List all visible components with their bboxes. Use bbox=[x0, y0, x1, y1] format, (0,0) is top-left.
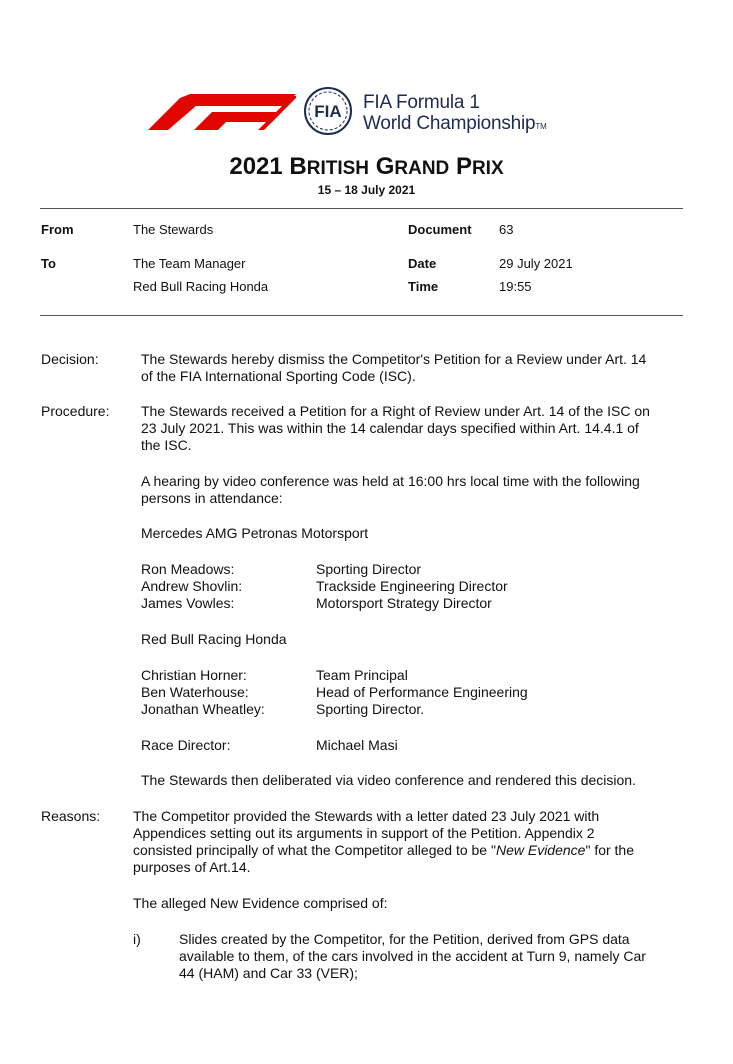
fia-wordmark bbox=[363, 92, 547, 137]
document-label: Document bbox=[408, 222, 472, 237]
attendee-name: Christian Horner: bbox=[141, 667, 247, 683]
document-value: 63 bbox=[499, 222, 514, 237]
attendee-role: Head of Performance Engineering bbox=[316, 684, 528, 700]
to-value-1: The Team Manager bbox=[133, 256, 246, 271]
time-value: 19:55 bbox=[499, 279, 532, 294]
list-marker: i) bbox=[133, 931, 141, 947]
attendee-role: Sporting Director. bbox=[316, 701, 425, 717]
race-director-label: Race Director: bbox=[141, 737, 231, 753]
attendee-role: Trackside Engineering Director bbox=[316, 578, 508, 594]
list-item-i-line-3: 44 (HAM) and Car 33 (VER); bbox=[179, 965, 358, 981]
time-label: Time bbox=[408, 279, 439, 294]
procedure-label: Procedure: bbox=[41, 403, 110, 419]
fia-emblem bbox=[296, 86, 360, 141]
team-mercedes: Mercedes AMG Petronas Motorsport bbox=[141, 525, 369, 541]
attendee-role: Sporting Director bbox=[316, 561, 422, 577]
divider-top bbox=[40, 208, 683, 209]
from-label: From bbox=[41, 222, 74, 237]
attendee-name: Ron Meadows: bbox=[141, 561, 235, 577]
reasons-line-3: consisted principally of what the Competitor alleged to be "New Evidence" for the bbox=[133, 842, 635, 858]
new-evidence-emphasis: New Evidence bbox=[495, 842, 586, 858]
attendee-name: Andrew Shovlin: bbox=[141, 578, 243, 594]
to-label: To bbox=[41, 256, 56, 271]
trademark: TM bbox=[535, 122, 547, 131]
procedure-line-2: 23 July 2021. This was within the 14 calendar days specified within Art. 14.4.1 of bbox=[141, 420, 639, 436]
attendee-name: Jonathan Wheatley: bbox=[141, 701, 265, 717]
decision-line-1: The Stewards hereby dismiss the Competitor's Petition for a Review under Art. 14 bbox=[141, 351, 647, 367]
decision-label: Decision: bbox=[41, 351, 99, 367]
alleged-evidence-intro: The alleged New Evidence comprised of: bbox=[133, 895, 388, 911]
to-value-2: Red Bull Racing Honda bbox=[133, 279, 269, 294]
attendee-name: James Vowles: bbox=[141, 595, 235, 611]
event-dates: 15 – 18 July 2021 bbox=[317, 183, 416, 197]
hearing-line-1: A hearing by video conference was held at 16:00 hrs local time with the following bbox=[141, 473, 640, 489]
fia-wordmark-line2: World ChampionshipTM bbox=[363, 113, 547, 134]
procedure-line-1: The Stewards received a Petition for a Right of Review under Art. 14 of the ISC on bbox=[141, 403, 650, 419]
page-title: 2021 BRITISH GRAND PRIX bbox=[229, 153, 504, 180]
list-item-i-line-1: Slides created by the Competitor, for the Petition, derived from GPS data bbox=[179, 931, 630, 947]
attendee-role: Motorsport Strategy Director bbox=[316, 595, 492, 611]
deliberation-text: The Stewards then deliberated via video conference and rendered this decision. bbox=[141, 772, 636, 788]
list-item-i-line-2: available to them, of the cars involved in the accident at Turn 9, namely Car bbox=[179, 948, 646, 964]
reasons-line-2: Appendices setting out its arguments in support of the Petition. Appendix 2 bbox=[133, 825, 595, 841]
fia-wordmark-line1: FIA Formula 1 bbox=[363, 92, 480, 113]
date-label: Date bbox=[408, 256, 437, 271]
procedure-line-3: the ISC. bbox=[141, 437, 192, 453]
reasons-label: Reasons: bbox=[41, 808, 101, 824]
from-value: The Stewards bbox=[133, 222, 214, 237]
team-red-bull: Red Bull Racing Honda bbox=[141, 631, 287, 647]
f1-logo bbox=[146, 88, 296, 137]
race-director-name: Michael Masi bbox=[316, 737, 398, 753]
date-value: 29 July 2021 bbox=[499, 256, 573, 271]
attendee-name: Ben Waterhouse: bbox=[141, 684, 249, 700]
decision-line-2: of the FIA International Sporting Code (ISC). bbox=[141, 368, 416, 384]
attendee-role: Team Principal bbox=[316, 667, 408, 683]
divider-bottom bbox=[40, 315, 683, 316]
svg-text:FIA: FIA bbox=[314, 102, 342, 121]
reasons-line-4: purposes of Art.14. bbox=[133, 859, 251, 875]
hearing-line-2: persons in attendance: bbox=[141, 490, 283, 506]
reasons-line-1: The Competitor provided the Stewards with a letter dated 23 July 2021 with bbox=[133, 808, 600, 824]
